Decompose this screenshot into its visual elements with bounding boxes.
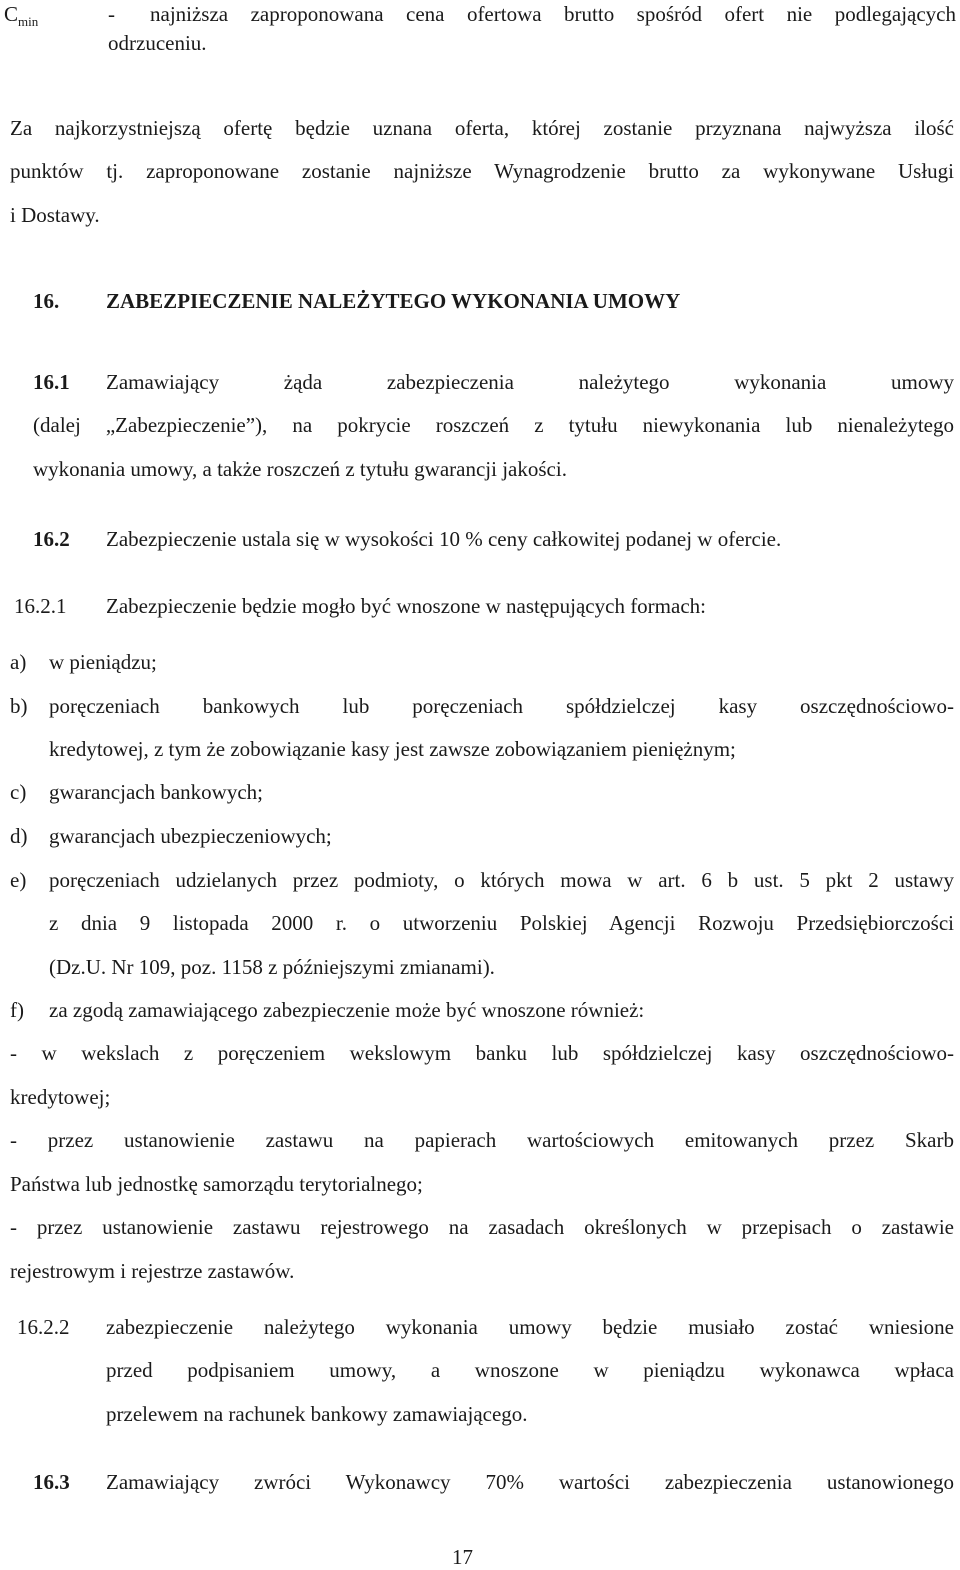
form-f-text: za zgodą zamawiającego zabezpieczenie może być wnoszone również:	[49, 998, 645, 1022]
form-c-text: gwarancjach bankowych;	[49, 780, 263, 804]
best-offer-line2: punktów tj. zaproponowane zostanie najniższe Wynagrodzenie brutto za wykonywane Usługi	[10, 159, 954, 183]
form-a-marker: a)	[10, 650, 27, 674]
form-e-line2: z dnia 9 listopada 2000 r. o utworzeniu Polskiej Agencji Rozwoju Przedsiębiorczości	[49, 911, 954, 935]
clause-16-2-2-line3: przelewem na rachunek bankowy zamawiającego.	[106, 1402, 528, 1426]
clause-16-2-1-number: 16.2.1	[14, 594, 67, 618]
form-b-line1: poręczeniach bankowych lub poręczeniach spółdzielczej kasy oszczędnościowo-	[49, 694, 954, 718]
dash-item-1-line1: - w wekslach z poręczeniem wekslowym banku lub spółdzielczej kasy oszczędnościowo-	[10, 1041, 954, 1065]
clause-16-2-number: 16.2	[33, 527, 70, 551]
section-number: 16.	[33, 289, 60, 313]
section-title: ZABEZPIECZENIE NALEŻYTEGO WYKONANIA UMOWY	[106, 289, 681, 313]
form-b-line2: kredytowej, z tym że zobowiązanie kasy jest zawsze zobowiązaniem pieniężnym;	[49, 737, 736, 761]
form-a-text: w pieniądzu;	[49, 650, 157, 674]
dash-item-2-line1: - przez ustanowienie zastawu na papierach wartościowych emitowanych przez Skarb	[10, 1128, 954, 1152]
form-e-marker: e)	[10, 868, 27, 892]
clause-16-1-line2: (dalej „Zabezpieczenie”), na pokrycie roszczeń z tytułu niewykonania lub nienależytego	[33, 413, 954, 437]
page-number: 17	[452, 1545, 473, 1569]
cmin-dash: -	[108, 2, 115, 26]
form-e-line3: (Dz.U. Nr 109, poz. 1158 z późniejszymi zmianami).	[49, 955, 495, 979]
clause-16-1-line1: Zamawiający żąda zabezpieczenia należytego wykonania umowy	[106, 370, 954, 394]
dash-item-2-line2: Państwa lub jednostkę samorządu terytorialnego;	[10, 1172, 423, 1196]
form-d-marker: d)	[10, 824, 28, 848]
form-b-marker: b)	[10, 694, 28, 718]
clause-16-1-line3: wykonania umowy, a także roszczeń z tytułu gwarancji jakości.	[33, 457, 567, 481]
form-c-marker: c)	[10, 780, 27, 804]
clause-16-2-text: Zabezpieczenie ustala się w wysokości 10 % ceny całkowitej podanej w ofercie.	[106, 527, 782, 551]
cmin-symbol: $C_{min}$	[4, 2, 39, 30]
form-d-text: gwarancjach ubezpieczeniowych;	[49, 824, 332, 848]
form-f-marker: f)	[10, 998, 24, 1022]
clause-16-2-2-line1: zabezpieczenie należytego wykonania umowy będzie musiało zostać wniesione	[106, 1315, 954, 1339]
clause-16-1-number: 16.1	[33, 370, 70, 394]
clause-16-2-1-text: Zabezpieczenie będzie mogło być wnoszone w następujących formach:	[106, 594, 706, 618]
clause-16-3-number: 16.3	[33, 1470, 70, 1494]
dash-item-1-line2: kredytowej;	[10, 1085, 111, 1109]
clause-16-2-2-number: 16.2.2	[17, 1315, 70, 1339]
clause-16-2-2-line2: przed podpisaniem umowy, a wnoszone w pieniądzu wykonawca wpłaca	[106, 1358, 954, 1382]
cmin-definition-line1: najniższa zaproponowana cena ofertowa brutto spośród ofert nie podlegających	[150, 2, 956, 26]
best-offer-line1: Za najkorzystniejszą ofertę będzie uznana oferta, której zostanie przyznana najwyższa ilość	[10, 116, 954, 140]
dash-item-3-line2: rejestrowym i rejestrze zastawów.	[10, 1259, 295, 1283]
form-e-line1: poręczeniach udzielanych przez podmioty, o których mowa w art. 6 b ust. 5 pkt 2 ustawy	[49, 868, 954, 892]
best-offer-line3: i Dostawy.	[10, 203, 100, 227]
dash-item-3-line1: - przez ustanowienie zastawu rejestrowego na zasadach określonych w przepisach o zastawie	[10, 1215, 954, 1239]
clause-16-3-line1: Zamawiający zwróci Wykonawcy 70% wartości zabezpieczenia ustanowionego	[106, 1470, 954, 1494]
cmin-definition-line2: odrzuceniu.	[108, 31, 207, 55]
